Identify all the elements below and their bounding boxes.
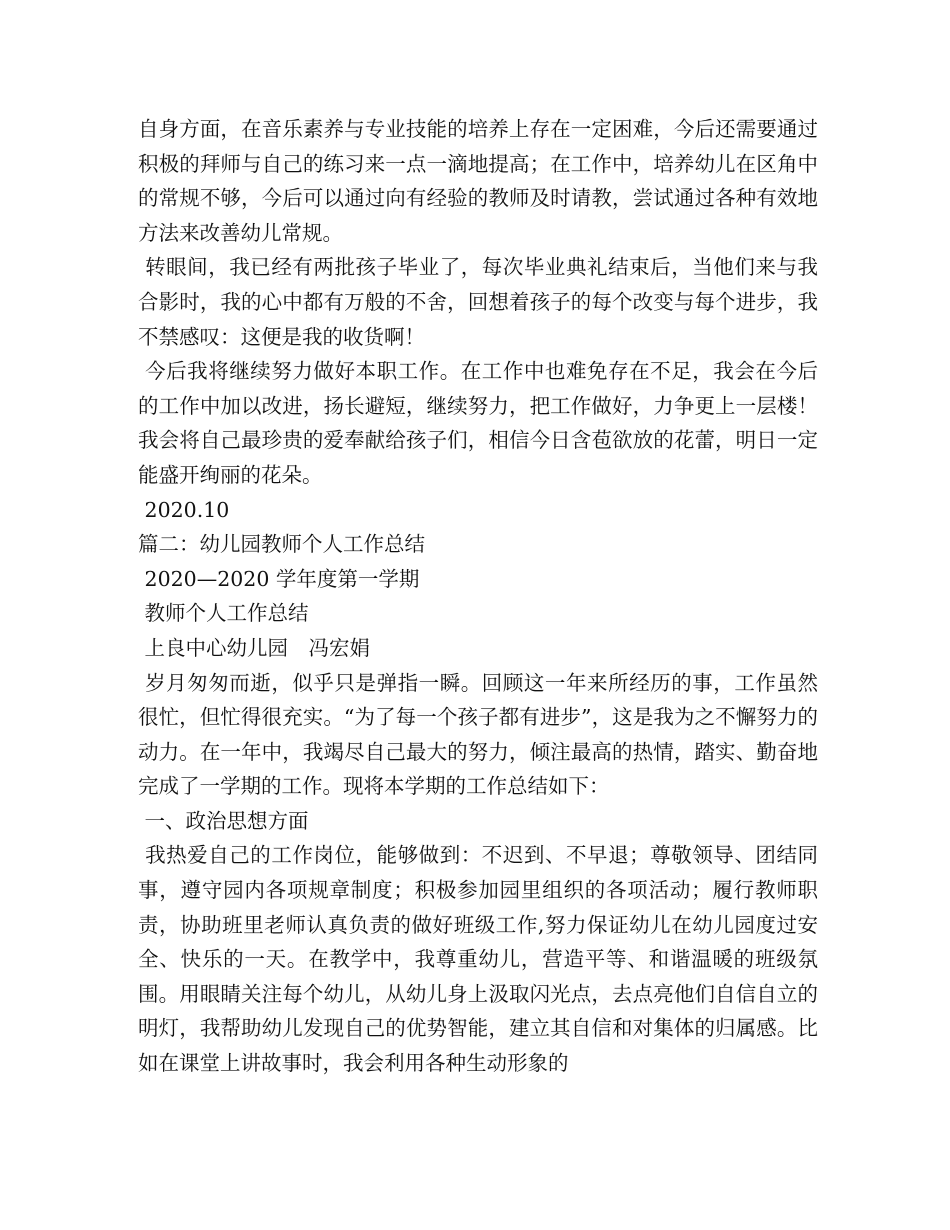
- paragraph-intro: 岁月匆匆而逝，似乎只是弹指一瞬。回顾这一年来所经历的事，工作虽然很忙，但忙得很充实。“为了每一个孩子都有进步”，这是我为之不懈努力的动力。在一年中，我竭尽自己最大的努力，倾注最高的热情，踏实、勤奋地完成了一学期的工作。现将本学期的工作总结如下：: [138, 670, 818, 799]
- author-line: 上良中心幼儿园 冯宏娟: [138, 635, 371, 660]
- paragraph-future-work: 今后我将继续努力做好本职工作。在工作中也难免存在不足，我会在今后的工作中加以改进，扬长避短，继续努力，把工作做好，力争更上一层楼！我会将自己最珍贵的爱奉献给孩子们，相信今日含苞欲放的花蕾，明日一定能盛开绚丽的花朵。: [138, 359, 818, 487]
- summary-title: 教师个人工作总结: [138, 601, 309, 626]
- heading-political-thought: 一、政治思想方面: [138, 808, 309, 833]
- paragraph-self-assessment: 自身方面，在音乐素养与专业技能的培养上存在一定困难，今后还需要通过积极的拜师与自己的练习来一点一滴地提高；在工作中，培养幼儿在区角中的常规不够，今后可以通过向有经验的教师及时请教，尝试通过各种有效地方法来改善幼儿常规。: [138, 117, 818, 245]
- document-page: [138, 112, 818, 1081]
- date-line: 2020.10: [138, 497, 230, 522]
- section-title-part-two: 篇二：幼儿园教师个人工作总结: [138, 532, 425, 557]
- paragraph-graduation: 转眼间，我已经有两批孩子毕业了，每次毕业典礼结束后，当他们来与我合影时，我的心中都有万般的不舍，回想着孩子的每个改变与每个进步，我不禁感叹：这便是我的收货啊！: [138, 255, 818, 349]
- school-year-line: 2020—2020 学年度第一学期: [138, 566, 420, 591]
- paragraph-political-thought: 我热爱自己的工作岗位，能够做到：不迟到、不早退；尊敬领导、团结同事，遵守园内各项规章制度；积极参加园里组织的各项活动；履行教师职责，协助班里老师认真负责的做好班级工作,努力保证幼儿在幼儿园度过安全、快乐的一天。在教学中，我尊重幼儿，营造平等、和谐温暖的班级氛围。用眼睛关注每个幼儿，从幼儿身上汲取闪光点，去点亮他们自信自立的明灯，我帮助幼儿发现自己的优势智能，建立其自信和对集体的归属感。比如在课堂上讲故事时，我会利用各种生动形象的: [138, 843, 818, 1076]
